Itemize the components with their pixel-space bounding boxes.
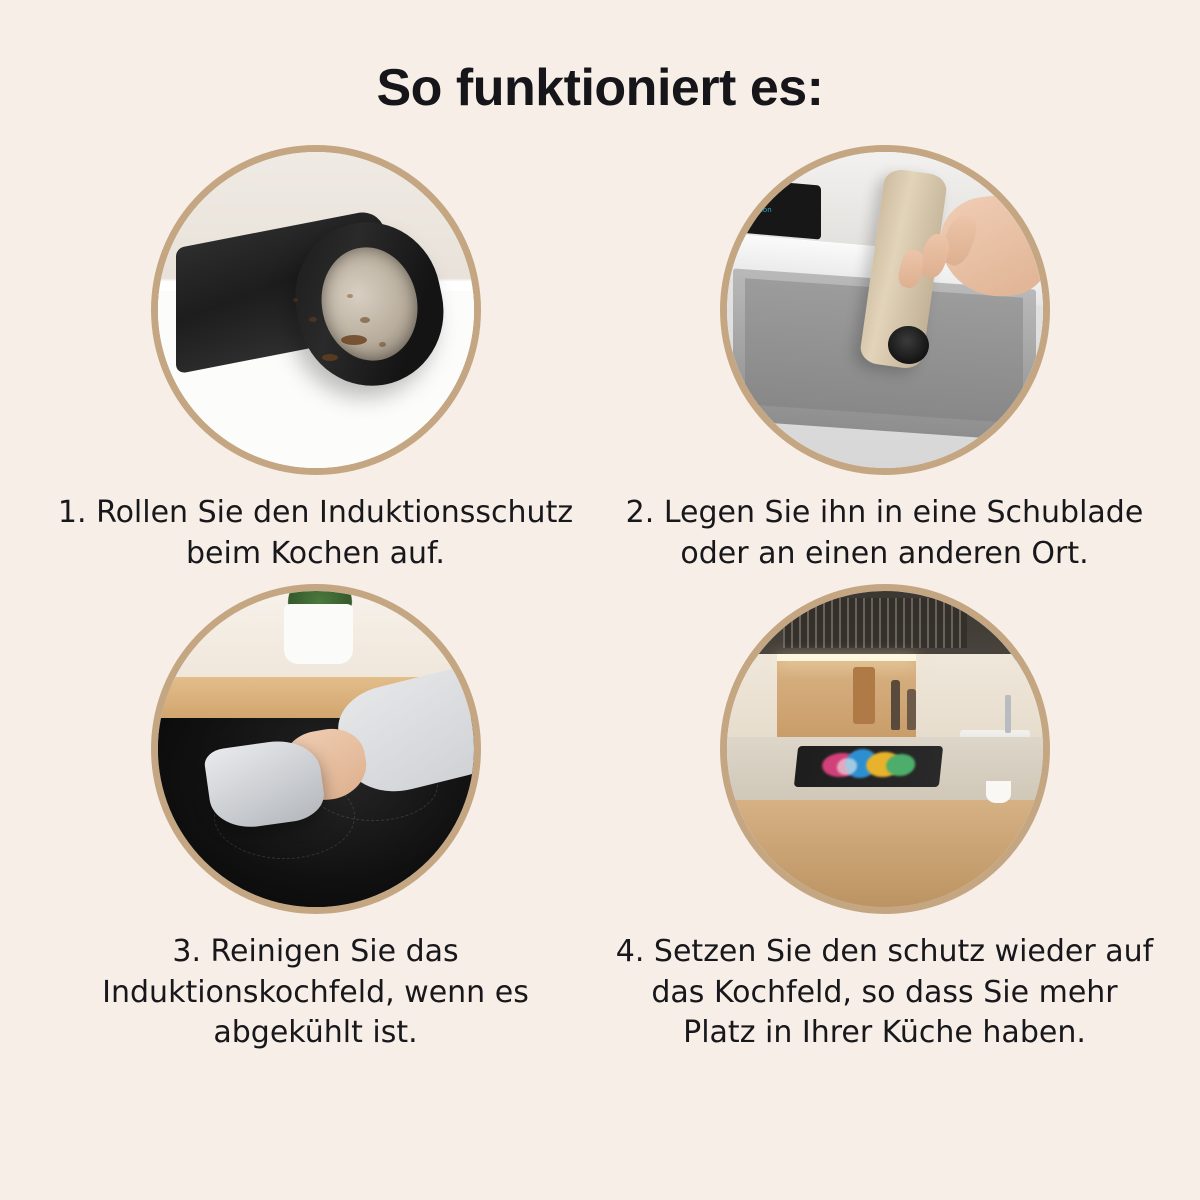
step-2 [609,145,1160,574]
step-4 [609,584,1160,1054]
page-title: So funktioniert es: [376,59,824,117]
step-3-caption: 3. Reinigen Sie das Induktionskochfeld, wenn es abgekühlt ist. [102,934,529,1051]
step-1-caption: 1. Rollen Sie den Induktionsschutz beim Kochen auf. [57,495,574,571]
step-3 [40,584,591,1054]
step-4-image [720,584,1050,914]
hob-brand-label: induction [739,205,772,214]
induction-mat [794,746,944,787]
step-1 [40,145,591,574]
step-3-image [151,584,481,914]
step-2-image [720,145,1050,475]
steps-grid [0,117,1200,1054]
step-1-image [151,145,481,475]
step-4-caption: 4. Setzen Sie den schutz wieder auf das Kochfeld, so dass Sie mehr Platz in Ihrer Küche haben. [615,934,1154,1051]
step-2-caption: 2. Legen Sie ihn in eine Schublade oder an einen anderen Ort. [625,495,1144,571]
